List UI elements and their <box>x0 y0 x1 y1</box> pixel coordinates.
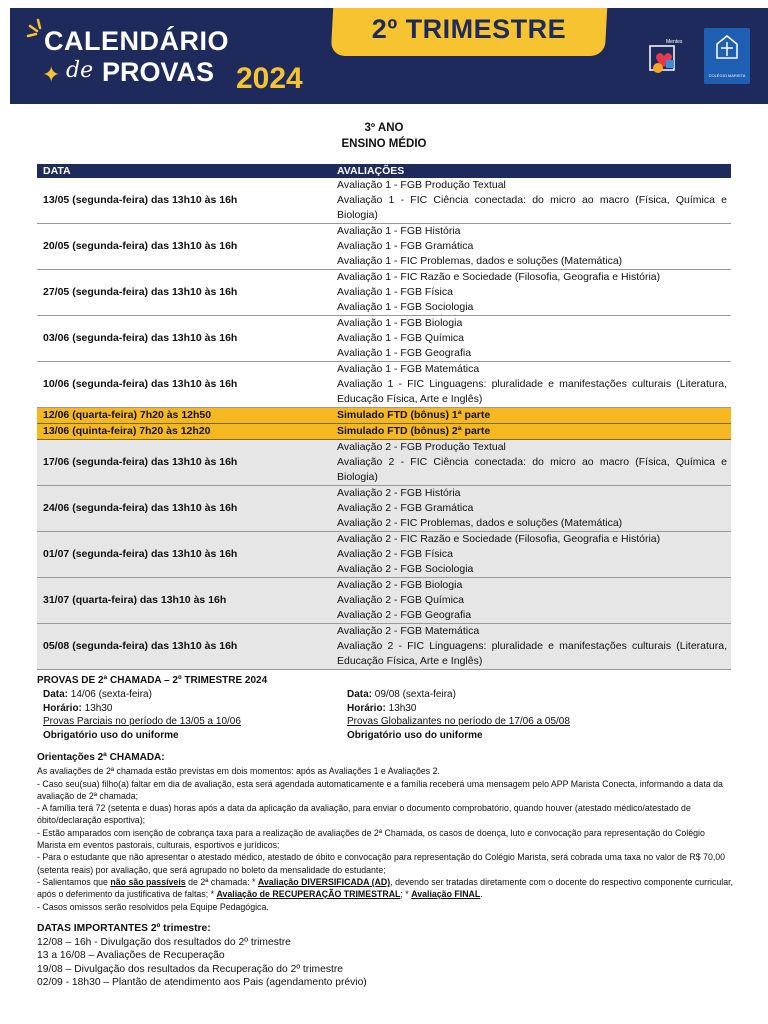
column-header-evaluations: AVALIAÇÕES <box>331 164 731 178</box>
second-call-left-time <box>43 702 241 716</box>
evaluation-item: Avaliação 1 - FGB Física <box>337 286 453 298</box>
cell-date: 31/07 (quarta-feira) das 13h10 às 16h <box>37 578 331 624</box>
logo-school-text: COLÉGIO MARISTA <box>708 72 746 78</box>
star-icon: ✦ <box>42 62 61 87</box>
guideline-paragraph: - Caso seu(sua) filho(a) faltar em dia de avaliação, esta será agendada automaticamente e a família receberá uma mensagem pelo APP Marista Conecta, informando a data da avaliação de 2ª chamada; <box>37 778 723 801</box>
evaluation-item: Avaliação 2 - FIC Problemas, dados e soluções (Matemática) <box>337 517 623 529</box>
evaluation-item: Simulado FTD (bônus) 1ª parte <box>337 409 491 421</box>
important-dates-section <box>37 922 737 990</box>
evaluation-item: Avaliação 1 - FGB Produção Textual <box>337 179 506 191</box>
evaluation-item: Avaliação 2 - FGB Sociologia <box>337 563 474 575</box>
guideline-paragraph <box>37 876 734 901</box>
cell-date: 10/06 (segunda-feira) das 13h10 às 16h <box>37 362 331 408</box>
guideline-paragraph: As avaliações de 2ª chamada estão previstas em dois momentos: após as Avaliações 1 e Avaliações 2. <box>37 766 440 777</box>
text-run-emphasis: Avaliação de RECUPERAÇÃO TRIMESTRAL <box>216 889 401 900</box>
evaluation-item: Avaliação 1 - FIC Razão e Sociedade (Filosofia, Geografia e História) <box>337 271 661 283</box>
cell-date: 13/06 (quinta-feira) 7h20 às 12h20 <box>37 424 331 440</box>
table-body <box>37 178 731 670</box>
cell-evaluations <box>331 362 731 408</box>
evaluation-item: Avaliação 2 - FGB História <box>337 487 461 499</box>
list-item: 02/09 - 18h30 – Plantão de atendimento aos Pais (agendamento prévio) <box>37 977 367 989</box>
cell-evaluations <box>331 178 731 224</box>
second-call-title: PROVAS DE 2ª CHAMADA – 2º TRIMESTRE 2024 <box>37 675 268 686</box>
evaluation-item: Avaliação 2 - FGB Geografia <box>337 609 472 621</box>
grade-heading: 3º ANO <box>364 122 404 134</box>
cell-date: 05/08 (segunda-feira) das 13h10 às 16h <box>37 624 331 670</box>
evaluation-item: Avaliação 2 - FIC Ciência conectada: do micro ao macro (Física, Química e Biologia) <box>337 456 727 483</box>
mentes-coracoes-logo-icon <box>636 34 692 90</box>
table-row <box>37 270 731 316</box>
table-row <box>37 486 731 532</box>
text-run-emphasis: Avaliação DIVERSIFICADA (AD) <box>257 876 391 887</box>
cell-date: 12/06 (quarta-feira) 7h20 às 12h50 <box>37 408 331 424</box>
guideline-paragraph: - Casos omissos serão resolvidos pela Equipe Pedagógica. <box>37 901 269 912</box>
table-row <box>37 316 731 362</box>
evaluation-item: Avaliação 2 - FGB Biologia <box>337 579 463 591</box>
second-call-right-uniform: Obrigatório uso do uniforme <box>347 729 483 741</box>
second-call-right-period: Provas Globalizantes no período de 17/06 a 05/08 <box>347 716 570 728</box>
column-header-date: DATA <box>37 164 331 178</box>
second-call-section <box>37 674 737 741</box>
evaluation-item: Avaliação 2 - FIC Razão e Sociedade (Filosofia, Geografia e História) <box>337 533 661 545</box>
evaluation-item: Avaliação 2 - FGB Gramática <box>337 502 474 514</box>
second-call-left-uniform: Obrigatório uso do uniforme <box>43 729 179 741</box>
cell-evaluations <box>331 578 731 624</box>
cell-evaluations <box>331 224 731 270</box>
header-banner <box>10 8 768 104</box>
cell-date: 20/05 (segunda-feira) das 13h10 às 16h <box>37 224 331 270</box>
evaluation-item: Avaliação 2 - FGB Física <box>337 548 453 560</box>
cell-evaluations <box>331 424 731 440</box>
svg-text:Mentes: Mentes <box>666 39 683 45</box>
cell-evaluations <box>331 270 731 316</box>
cell-evaluations <box>331 486 731 532</box>
trimester-title: 2º TRIMESTRE <box>371 14 567 44</box>
cell-date: 24/06 (segunda-feira) das 13h10 às 16h <box>37 486 331 532</box>
evaluation-item: Avaliação 2 - FGB Produção Textual <box>337 441 506 453</box>
cell-date: 01/07 (segunda-feira) das 13h10 às 16h <box>37 532 331 578</box>
text-run-emphasis: Avaliação FINAL <box>411 889 481 900</box>
evaluation-item: Avaliação 2 - FIC Linguagens: pluralidade e manifestações culturais (Literatura, Educação Física, Arte e Inglês) <box>337 640 727 667</box>
important-dates-title: DATAS IMPORTANTES 2º trimestre: <box>37 923 211 934</box>
colegio-marista-logo <box>704 28 750 84</box>
evaluation-item: Avaliação 2 - FGB Matemática <box>337 625 480 637</box>
cell-evaluations <box>331 624 731 670</box>
cell-date: 27/05 (segunda-feira) das 13h10 às 16h <box>37 270 331 316</box>
list-item: 19/08 – Divulgação dos resultados da Recuperação do 2º trimestre <box>37 963 343 975</box>
date-value: 14/06 (sexta-feira) <box>68 689 152 700</box>
text-run: ; * <box>400 889 412 900</box>
evaluation-item: Avaliação 1 - FGB Matemática <box>337 363 480 375</box>
time-label: Horário: <box>43 702 82 714</box>
date-label: Data: <box>43 689 69 700</box>
evaluation-item: Avaliação 1 - FGB Geografia <box>337 347 472 359</box>
second-call-left-date <box>43 688 241 702</box>
time-label: Horário: <box>347 702 386 714</box>
cell-evaluations <box>331 408 731 424</box>
evaluation-item: Avaliação 1 - FGB História <box>337 225 461 237</box>
list-item: 12/08 – 16h - Divulgação dos resultados do 2º trimestre <box>37 936 291 948</box>
evaluation-item: Simulado FTD (bônus) 2ª parte <box>337 425 491 437</box>
table-row <box>37 362 731 408</box>
guideline-paragraph: - Estão amparados com isenção de cobrança taxa para a realização de avaliações de 2ª Chamada, os casos de doença, luto e convocação para representação do Colégio Marista em eventos pastorais, culturais, esportivos e jurídicos; <box>37 827 705 851</box>
table-header-row <box>37 164 731 178</box>
text-run-emphasis: não são passíveis <box>110 876 186 887</box>
table-row <box>37 178 731 224</box>
cell-date: 13/05 (segunda-feira) das 13h10 às 16h <box>37 178 331 224</box>
schedule-table <box>37 164 731 670</box>
table-row <box>37 440 731 486</box>
evaluation-item: Avaliação 1 - FGB Sociologia <box>337 301 474 313</box>
text-run: - Salientamos que <box>37 876 111 887</box>
date-label: Data: <box>347 689 373 700</box>
calendar-title: CALENDÁRIO <box>44 26 229 56</box>
cell-evaluations <box>331 440 731 486</box>
time-value: 13h30 <box>81 702 113 714</box>
list-item: 13 a 16/08 – Avaliações de Recuperação <box>37 950 225 962</box>
second-call-right-date <box>347 688 570 702</box>
calendar-title-provas: PROVAS <box>102 57 215 87</box>
evaluation-item: Avaliação 1 - FGB Química <box>337 332 465 344</box>
evaluation-item: Avaliação 1 - FIC Ciência conectada: do micro ao macro (Física, Química e Biologia) <box>337 194 727 221</box>
cell-evaluations <box>331 316 731 362</box>
second-call-left <box>43 688 241 742</box>
evaluation-item: Avaliação 1 - FGB Gramática <box>337 240 474 252</box>
guidelines-title: Orientações 2ª CHAMADA: <box>37 752 165 763</box>
evaluation-item: Avaliação 1 - FGB Biologia <box>337 317 463 329</box>
second-call-left-period: Provas Parciais no período de 13/05 a 10/06 <box>43 716 241 728</box>
text-run: . <box>480 889 483 900</box>
second-call-right-time <box>347 702 570 716</box>
cell-evaluations <box>331 532 731 578</box>
guidelines-section <box>37 752 734 913</box>
calendar-title-de: de <box>66 58 94 83</box>
table-row <box>37 624 731 670</box>
guideline-paragraph: - A família terá 72 (setenta e duas) horas após a data da aplicação da avaliação, para enviar o documento comprobatório, quando houver (atestado médico/atestado de óbito/declaração esportiva); <box>37 803 691 826</box>
text-run: , devendo ser tratadas diretamente com o docente do respectivo componente curricular, após o deferimento da justificativa de faltas; * <box>37 876 733 900</box>
table-row <box>37 408 731 424</box>
calendar-year: 2024 <box>236 62 303 95</box>
evaluation-item: Avaliação 1 - FIC Linguagens: pluralidade e manifestações culturais (Literatura, Educação Física, Arte e Inglês) <box>337 378 727 405</box>
table-row <box>37 424 731 440</box>
evaluation-item: Avaliação 2 - FGB Química <box>337 594 465 606</box>
cell-date: 17/06 (segunda-feira) das 13h10 às 16h <box>37 440 331 486</box>
guideline-paragraph: - Para o estudante que não apresentar o atestado médico, atestado de óbito e convocação para representação do Colégio Marista, será cobrada uma taxa no valor de R$ 70,00 (setenta reais) por avaliação, que será agrupado no boleto da mensalidade do estudante; <box>37 852 726 875</box>
second-call-right <box>347 688 570 742</box>
date-value: 09/08 (sexta-feira) <box>372 689 456 700</box>
table-row <box>37 224 731 270</box>
marista-crest-icon <box>704 28 750 68</box>
text-run: de 2ª chamada: * <box>185 876 258 887</box>
cell-date: 03/06 (segunda-feira) das 13h10 às 16h <box>37 316 331 362</box>
table-row <box>37 532 731 578</box>
level-heading: ENSINO MÉDIO <box>341 138 427 150</box>
table-row <box>37 578 731 624</box>
time-value: 13h30 <box>385 702 417 714</box>
evaluation-item: Avaliação 1 - FIC Problemas, dados e soluções (Matemática) <box>337 255 623 267</box>
